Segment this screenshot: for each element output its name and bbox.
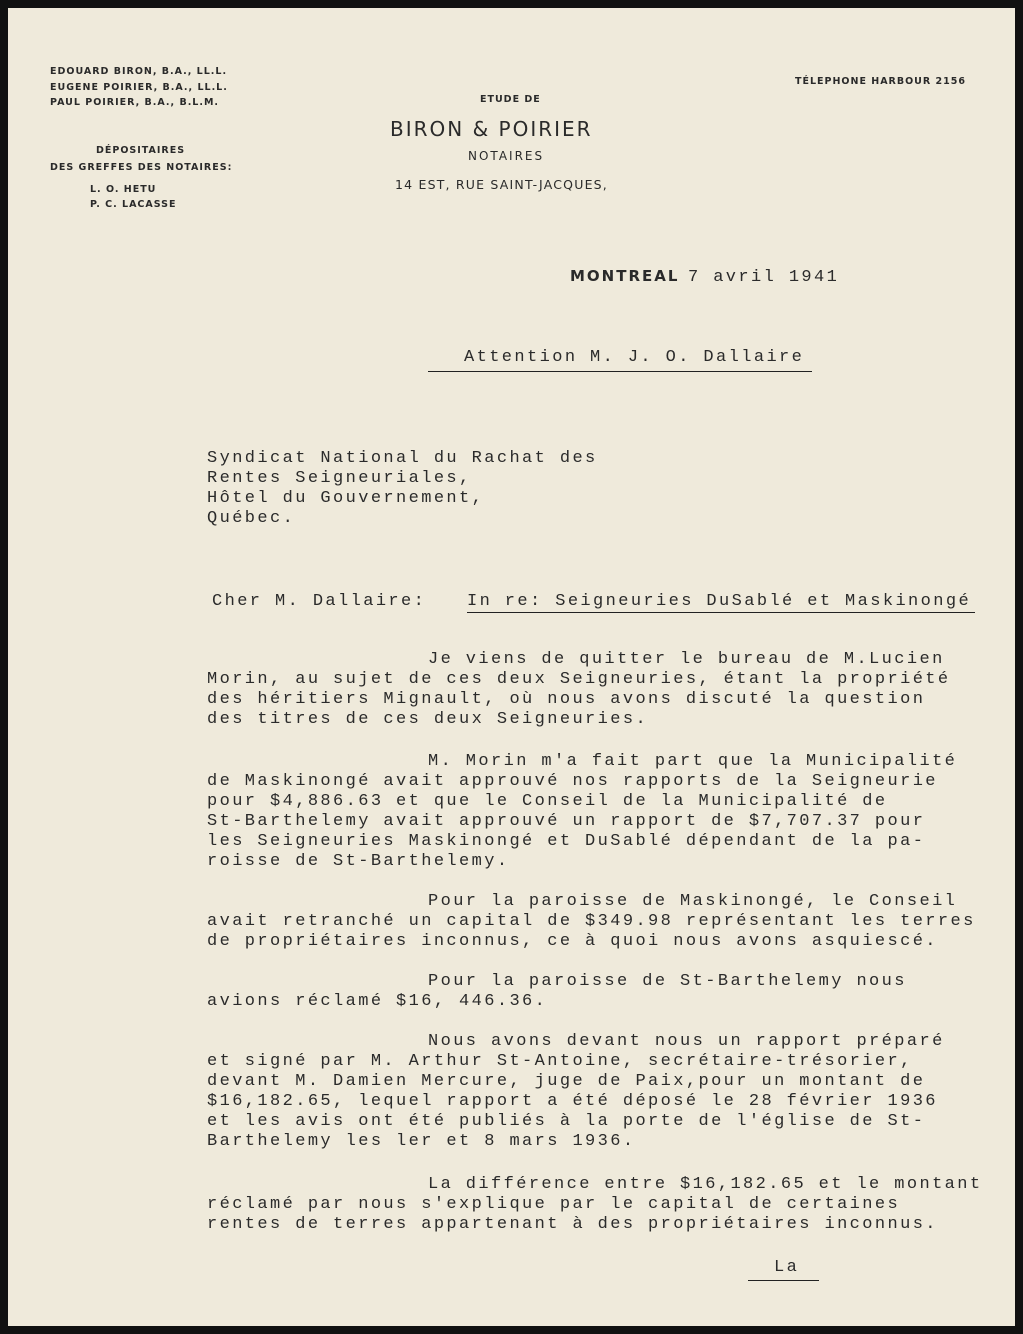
partner-1: EDOUARD BIRON, B.A., LL.L. <box>50 66 228 77</box>
paragraph-line: pour $4,886.63 et que le Conseil de la Municipalité de <box>207 792 888 811</box>
partner-3: PAUL POIRIER, B.A., B.L.M. <box>50 97 220 108</box>
notaires-label: NOTAIRES <box>468 149 545 163</box>
paragraph-line: et les avis ont été publiés à la porte de l'église de St- <box>207 1112 926 1131</box>
paragraph-line: de Maskinongé avait approuvé nos rapports de la Seigneurie <box>207 772 938 791</box>
firm-address: 14 EST, RUE SAINT-JACQUES, <box>395 177 608 192</box>
depositaire-2: P. C. LACASSE <box>90 199 177 210</box>
paragraph-line: des héritiers Mignault, où nous avons discuté la question <box>207 690 926 709</box>
paragraph-line: Pour la paroisse de Maskinongé, le Conseil <box>428 892 958 911</box>
paragraph-line: devant M. Damien Mercure, juge de Paix,pour un montant de <box>207 1072 926 1091</box>
paragraph-line: Morin, au sujet de ces deux Seigneuries, étant la propriété <box>207 670 951 689</box>
date: 7 avril 1941 <box>688 268 840 287</box>
paragraph-line: et signé par M. Arthur St-Antoine, secrétaire-trésorier, <box>207 1052 913 1071</box>
paragraph-line: Nous avons devant nous un rapport préparé <box>428 1032 945 1051</box>
recipient-line: Québec. <box>207 509 296 528</box>
telephone: TÉLEPHONE HARBOUR 2156 <box>795 76 966 87</box>
paragraph-line: Je viens de quitter le bureau de M.Lucien <box>428 650 945 669</box>
salutation: Cher M. Dallaire: <box>212 592 427 611</box>
paragraph-line: rentes de terres appartenant à des propriétaires inconnus. <box>207 1215 938 1234</box>
recipient-line: Syndicat National du Rachat des <box>207 449 598 468</box>
paragraph-line: La différence entre $16,182.65 et le montant <box>428 1175 983 1194</box>
paragraph-line: de propriétaires inconnus, ce à quoi nous avons asquiescé. <box>207 932 938 951</box>
recipient-line: Hôtel du Gouvernement, <box>207 489 485 508</box>
paragraph-line: les Seigneuries Maskinongé et DuSablé dépendant de la pa- <box>207 832 926 851</box>
depositaires-title: DÉPOSITAIRES <box>96 145 186 156</box>
partner-2: EUGENE POIRIER, B.A., LL.L. <box>50 82 228 93</box>
paragraph-line: Pour la paroisse de St-Barthelemy nous <box>428 972 907 991</box>
firm-name: BIRON & POIRIER <box>390 117 593 141</box>
paragraph-line: roisse de St-Barthelemy. <box>207 852 510 871</box>
etude-label: ETUDE DE <box>480 94 541 105</box>
city: MONTREAL <box>570 267 680 285</box>
paragraph-line: Barthelemy les ler et 8 mars 1936. <box>207 1132 636 1151</box>
paragraph-line: réclamé par nous s'explique par le capital de certaines <box>207 1195 901 1214</box>
catchword: La <box>748 1258 819 1281</box>
depositaires-subtitle: DES GREFFES DES NOTAIRES: <box>50 162 233 173</box>
paragraph-line: $16,182.65, lequel rapport a été déposé le 28 février 1936 <box>207 1092 938 1111</box>
paragraph-line: M. Morin m'a fait part que la Municipalité <box>428 752 958 771</box>
paragraph-line: des titres de ces deux Seigneuries. <box>207 710 649 729</box>
depositaire-1: L. O. HETU <box>90 184 157 195</box>
recipient-line: Rentes Seigneuriales, <box>207 469 472 488</box>
paragraph-line: avait retranché un capital de $349.98 représentant les terres <box>207 912 976 931</box>
attention-line: Attention M. J. O. Dallaire <box>428 348 812 372</box>
paragraph-line: avions réclamé $16, 446.36. <box>207 992 548 1011</box>
subject-line: In re: Seigneuries DuSablé et Maskinongé <box>467 592 975 613</box>
paragraph-line: St-Barthelemy avait approuvé un rapport de $7,707.37 pour <box>207 812 926 831</box>
